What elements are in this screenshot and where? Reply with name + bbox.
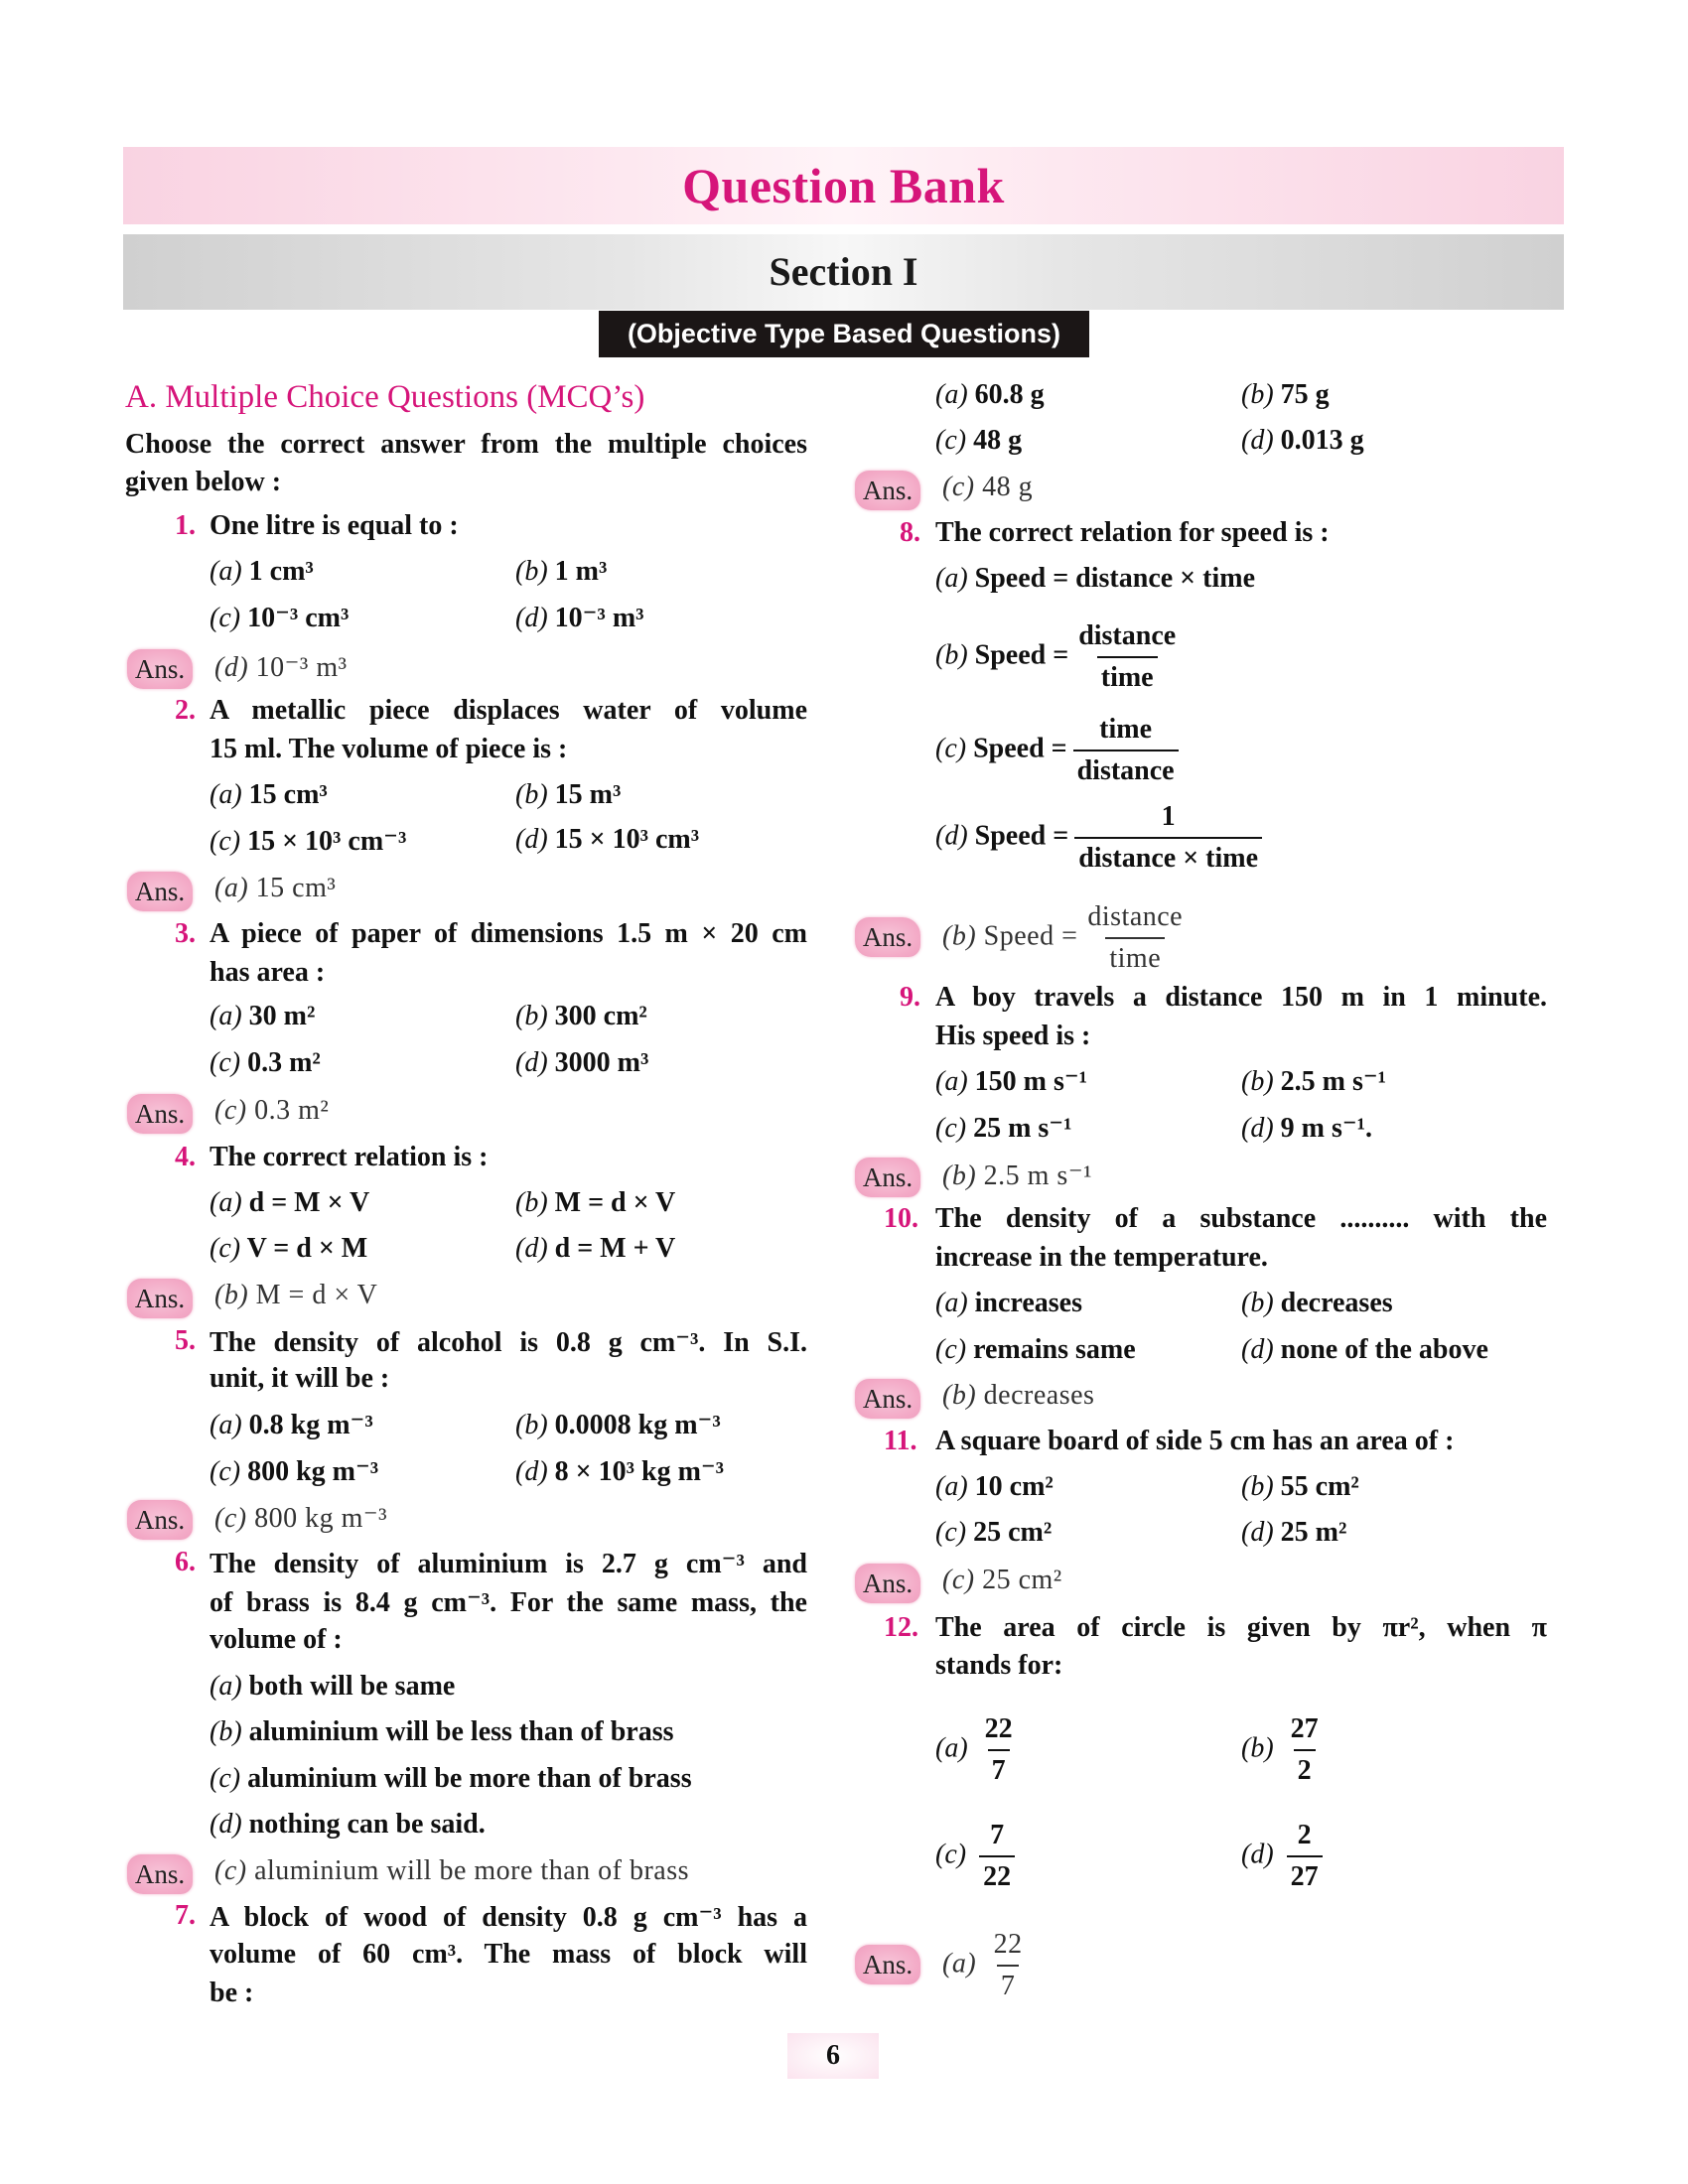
option-letter: (a) — [210, 1671, 242, 1702]
option-letter: (a) — [935, 379, 968, 410]
answer-option[interactable] — [515, 1001, 647, 1032]
option-letter: (d) — [1241, 1113, 1274, 1144]
answer-option[interactable] — [515, 824, 699, 856]
option-letter: (b) — [210, 1716, 242, 1747]
option-letter: (b) — [1241, 1732, 1274, 1764]
option-letter: (b) — [214, 1280, 249, 1310]
fraction-denominator: 27 — [1287, 1855, 1323, 1897]
option-letter: (b) — [1241, 1288, 1274, 1318]
answer-option[interactable] — [935, 563, 1255, 595]
option-text: Speed = distance × time — [974, 563, 1255, 594]
option-text: 2.5 m s⁻¹ — [983, 1160, 1093, 1191]
option-letter: (b) — [942, 1160, 977, 1191]
fraction — [1074, 797, 1262, 879]
answer-option[interactable] — [935, 379, 1045, 411]
option-text: 48 g — [973, 425, 1023, 456]
answer-option[interactable] — [1241, 1471, 1359, 1503]
option-letter: (a) — [210, 1187, 242, 1218]
fraction — [1083, 897, 1187, 979]
answer-option[interactable] — [515, 1047, 648, 1079]
option-letter: (c) — [935, 733, 967, 764]
answer-option[interactable] — [210, 601, 349, 634]
answer-badge: Ans. — [855, 1379, 920, 1419]
option-letter: (c) — [210, 1047, 241, 1078]
fraction — [1287, 1709, 1323, 1791]
answer-text — [942, 1565, 1062, 1596]
fraction-denominator: distance × time — [1074, 837, 1262, 879]
option-letter: (b) — [515, 556, 548, 587]
option-letter: (c) — [214, 1855, 247, 1886]
answer-text — [214, 1280, 377, 1311]
fraction — [990, 1925, 1027, 2006]
question-text-line: One litre is equal to : — [210, 510, 459, 541]
option-text: 15 × 10³ cm³ — [554, 824, 700, 855]
question-text-line: The correct relation for speed is : — [935, 517, 1330, 548]
option-letter: (b) — [515, 1187, 548, 1218]
option-text: 8 × 10³ kg m⁻³ — [554, 1456, 725, 1487]
answer-option[interactable] — [935, 1111, 1071, 1145]
option-text: remains same — [973, 1334, 1136, 1365]
option-text: 0.0008 kg m⁻³ — [554, 1410, 721, 1440]
answer-option[interactable] — [935, 710, 1185, 791]
option-letter: (a) — [935, 1471, 968, 1502]
question-text-line: of brass is 8.4 g cm⁻³. For the same mass, the — [210, 1587, 807, 1618]
answer-option[interactable] — [515, 601, 644, 634]
page-number: 6 — [787, 2033, 879, 2079]
option-letter: (c) — [942, 1565, 975, 1595]
fraction-denominator: 7 — [988, 1749, 1010, 1791]
option-prefix: Speed = — [974, 639, 1069, 671]
option-letter: (a) — [214, 873, 249, 903]
question-number: 6. — [175, 1547, 196, 1577]
fraction-denominator: time — [1105, 937, 1165, 979]
option-text: 10 cm² — [974, 1471, 1054, 1502]
option-letter: (b) — [515, 1001, 548, 1031]
option-letter: (c) — [942, 472, 975, 502]
answer-option[interactable] — [935, 616, 1186, 698]
option-text: nothing can be said. — [248, 1809, 486, 1840]
question-number: 4. — [175, 1142, 196, 1172]
question-text-line: be : — [210, 1978, 254, 2008]
question-text-line: volume of : — [210, 1624, 343, 1655]
option-letter: (d) — [1241, 1839, 1274, 1870]
option-text: 25 m² — [1280, 1517, 1347, 1548]
option-letter: (c) — [935, 425, 967, 456]
option-letter: (a) — [935, 1732, 968, 1764]
answer-text — [214, 1501, 387, 1535]
option-text: 150 m s⁻¹ — [974, 1066, 1088, 1097]
option-text: 25 m s⁻¹ — [973, 1113, 1072, 1144]
fraction-denominator: 2 — [1294, 1749, 1316, 1791]
question-number: 1. — [175, 510, 196, 541]
option-text: 15 × 10³ cm⁻³ — [247, 826, 407, 857]
option-text: 300 cm² — [554, 1001, 647, 1031]
instruction-line-2: given below : — [125, 467, 282, 497]
question-number: 10. — [884, 1203, 918, 1234]
answer-option[interactable] — [1241, 1334, 1488, 1366]
fraction-numerator: distance — [1078, 620, 1177, 651]
question-number: 3. — [175, 918, 196, 949]
option-letter: (b) — [942, 1380, 977, 1411]
question-number: 12. — [884, 1612, 918, 1643]
question-text-line: increase in the temperature. — [935, 1242, 1268, 1273]
option-letter: (d) — [515, 824, 548, 855]
answer-option[interactable] — [1241, 1517, 1346, 1549]
answer-option[interactable] — [210, 1187, 369, 1219]
answer-option[interactable] — [210, 824, 406, 858]
question-text-line: A piece of paper of dimensions 1.5 m × 20 cm — [210, 918, 807, 949]
option-letter: (a) — [210, 779, 242, 810]
option-letter: (c) — [935, 1334, 967, 1365]
answer-text — [214, 1095, 329, 1127]
answer-option[interactable] — [210, 1716, 674, 1748]
fraction — [1074, 616, 1180, 698]
answer-badge: Ans. — [855, 1158, 920, 1197]
answer-option[interactable] — [1241, 1288, 1393, 1319]
answer-option[interactable] — [935, 1816, 1021, 1897]
answer-option[interactable] — [210, 1047, 321, 1079]
fraction-denominator: distance — [1073, 750, 1179, 791]
answer-option[interactable] — [515, 1454, 724, 1488]
answer-option[interactable] — [935, 1288, 1082, 1319]
fraction-numerator: 22 — [984, 1713, 1013, 1744]
option-text: aluminium will be more than of brass — [247, 1763, 692, 1794]
answer-option[interactable] — [935, 1517, 1052, 1549]
answer-option[interactable] — [210, 1809, 486, 1841]
answer-text — [942, 897, 1193, 979]
answer-option[interactable] — [1241, 1064, 1386, 1098]
option-text: 3000 m³ — [554, 1047, 649, 1078]
question-text-line: The density of alcohol is 0.8 g cm⁻³. In S.I. — [210, 1327, 807, 1358]
option-text: 10⁻³ cm³ — [247, 603, 350, 633]
fraction-denominator: 7 — [997, 1965, 1020, 2006]
option-letter: (a) — [210, 1410, 242, 1440]
option-prefix: Speed = — [974, 820, 1069, 852]
option-letter: (c) — [210, 826, 241, 857]
option-text: increases — [974, 1288, 1083, 1318]
option-letter: (b) — [935, 639, 968, 671]
answer-badge: Ans. — [127, 1094, 193, 1134]
fraction-denominator: time — [1097, 656, 1158, 698]
instruction-line-1: Choose the correct answer from the multiple choices — [125, 429, 807, 460]
option-letter: (c) — [210, 1456, 241, 1487]
option-letter: (c) — [210, 603, 241, 633]
option-text: aluminium will be more than of brass — [254, 1855, 689, 1886]
option-text: 75 g — [1280, 379, 1330, 410]
option-text: 9 m s⁻¹. — [1280, 1113, 1373, 1144]
option-letter: (d) — [1241, 1334, 1274, 1365]
option-letter: (b) — [515, 1410, 548, 1440]
option-letter: (d) — [515, 603, 548, 633]
option-letter: (d) — [214, 652, 249, 683]
option-letter: (b) — [1241, 1066, 1274, 1097]
answer-option[interactable] — [935, 1709, 1023, 1791]
fraction-numerator: time — [1099, 714, 1153, 745]
answer-option[interactable] — [210, 1233, 367, 1265]
fraction — [981, 1709, 1017, 1791]
option-letter: (c) — [935, 1839, 967, 1870]
question-number: 5. — [175, 1325, 196, 1356]
answer-option[interactable] — [935, 1064, 1087, 1098]
answer-option[interactable] — [515, 1187, 675, 1219]
answer-option[interactable] — [515, 1233, 675, 1265]
answer-text — [214, 873, 336, 904]
answer-option[interactable] — [515, 779, 621, 811]
title-banner — [123, 147, 1564, 224]
answer-text — [942, 1380, 1094, 1412]
question-text-line: A square board of side 5 cm has an area of : — [935, 1426, 1455, 1456]
fraction-numerator: 22 — [993, 1929, 1023, 1960]
option-prefix: Speed = — [983, 920, 1078, 952]
option-letter: (d) — [935, 820, 968, 852]
option-text: 1 cm³ — [248, 556, 314, 587]
option-letter: (c) — [210, 1233, 241, 1264]
question-number: 9. — [900, 982, 920, 1013]
answer-badge: Ans. — [855, 471, 920, 510]
answer-badge: Ans. — [127, 1279, 193, 1318]
answer-badge: Ans. — [127, 649, 193, 689]
answer-text — [214, 1855, 689, 1887]
option-text: 55 cm² — [1280, 1471, 1359, 1502]
answer-option[interactable] — [210, 1671, 455, 1703]
page-title: Question Bank — [682, 158, 1005, 213]
answer-badge: Ans. — [855, 917, 920, 957]
answer-option[interactable] — [210, 1763, 692, 1795]
option-letter: (a) — [210, 1001, 242, 1031]
answer-option[interactable] — [515, 556, 607, 588]
answer-option[interactable] — [935, 1334, 1136, 1366]
fraction-denominator: 22 — [979, 1855, 1015, 1897]
option-text: both will be same — [248, 1671, 456, 1702]
answer-option[interactable] — [1241, 1816, 1329, 1897]
option-letter: (d) — [1241, 425, 1274, 456]
option-letter: (c) — [935, 1113, 967, 1144]
option-letter: (c) — [214, 1095, 247, 1126]
option-text: V = d × M — [246, 1233, 368, 1264]
answer-option[interactable] — [1241, 379, 1330, 411]
option-letter: (b) — [1241, 1471, 1274, 1502]
option-letter: (b) — [942, 920, 977, 952]
fraction — [1287, 1816, 1323, 1897]
fraction — [1073, 710, 1179, 791]
fraction-numerator: 1 — [1161, 801, 1176, 832]
option-letter: (d) — [515, 1456, 548, 1487]
question-number: 2. — [175, 695, 196, 726]
option-text: d = M × V — [248, 1187, 370, 1218]
answer-option[interactable] — [935, 797, 1268, 879]
option-letter: (a) — [935, 1066, 968, 1097]
option-letter: (a) — [935, 1288, 968, 1318]
option-text: decreases — [1280, 1288, 1393, 1318]
option-text: 1 m³ — [554, 556, 608, 587]
option-text: 0.3 m² — [247, 1047, 321, 1078]
section-subtitle: (Objective Type Based Questions) — [599, 311, 1089, 357]
answer-option[interactable] — [210, 556, 314, 588]
answer-text — [214, 650, 348, 684]
answer-badge: Ans. — [855, 1564, 920, 1603]
option-letter: (c) — [214, 1503, 247, 1534]
option-text: 30 m² — [248, 1001, 316, 1031]
option-text: 10⁻³ m³ — [255, 652, 348, 683]
section-title: Section I — [769, 249, 918, 294]
answer-badge: Ans. — [127, 1500, 193, 1540]
option-text: 0.3 m² — [254, 1095, 330, 1126]
option-letter: (b) — [515, 779, 548, 810]
option-text: 0.8 kg m⁻³ — [248, 1410, 373, 1440]
option-letter: (d) — [515, 1047, 548, 1078]
question-number: 8. — [900, 517, 920, 548]
answer-option[interactable] — [210, 1408, 373, 1441]
option-text: aluminium will be less than of brass — [248, 1716, 674, 1747]
option-letter: (a) — [210, 556, 242, 587]
question-text-line: The density of aluminium is 2.7 g cm⁻³ and — [210, 1549, 807, 1579]
fraction-numerator: distance — [1087, 901, 1184, 932]
answer-option[interactable] — [210, 1454, 378, 1488]
answer-option[interactable] — [1241, 1111, 1372, 1145]
option-text: decreases — [983, 1380, 1095, 1411]
question-text-line: The correct relation is : — [210, 1142, 489, 1172]
option-letter: (d) — [1241, 1517, 1274, 1548]
option-text: 25 cm² — [973, 1517, 1053, 1548]
option-text: M = d × V — [255, 1280, 378, 1310]
answer-text — [942, 1159, 1092, 1192]
option-text: 2.5 m s⁻¹ — [1280, 1066, 1387, 1097]
mcq-heading: A. Multiple Choice Questions (MCQ’s) — [125, 379, 645, 415]
fraction-numerator: 7 — [990, 1820, 1005, 1850]
answer-option[interactable] — [1241, 1709, 1329, 1791]
answer-option[interactable] — [935, 425, 1022, 457]
question-text-line: The area of circle is given by πr², when π — [935, 1612, 1547, 1643]
question-text-line: unit, it will be : — [210, 1363, 390, 1394]
fraction-numerator: 2 — [1297, 1820, 1312, 1850]
answer-text — [942, 1925, 1033, 2006]
answer-badge: Ans. — [127, 1854, 193, 1894]
question-text-line: volume of 60 cm³. The mass of block will — [210, 1939, 807, 1970]
answer-option[interactable] — [210, 779, 328, 811]
answer-text — [942, 472, 1033, 503]
option-text: none of the above — [1280, 1334, 1488, 1365]
answer-option[interactable] — [1241, 425, 1364, 457]
option-prefix: Speed = — [973, 733, 1067, 764]
option-text: 25 cm² — [982, 1565, 1062, 1595]
answer-option[interactable] — [210, 1001, 315, 1032]
question-number: 7. — [175, 1900, 196, 1931]
question-number: 11. — [884, 1426, 917, 1456]
option-letter: (d) — [515, 1233, 548, 1264]
fraction-numerator: 27 — [1290, 1713, 1319, 1744]
option-text: 48 g — [982, 472, 1034, 502]
answer-badge: Ans. — [855, 1945, 920, 1984]
option-text: 10⁻³ m³ — [554, 603, 644, 633]
option-text: 15 cm³ — [248, 779, 328, 810]
question-text-line: A block of wood of density 0.8 g cm⁻³ has a — [210, 1902, 807, 1933]
question-text-line: A metallic piece displaces water of volume — [210, 695, 807, 726]
option-text: M = d × V — [554, 1187, 676, 1218]
option-text: 15 m³ — [554, 779, 622, 810]
option-text: 800 kg m⁻³ — [247, 1456, 379, 1487]
section-banner — [123, 234, 1564, 310]
option-text: 15 cm³ — [255, 873, 337, 903]
question-text-line: has area : — [210, 957, 326, 988]
answer-option[interactable] — [935, 1471, 1054, 1503]
option-letter: (d) — [210, 1809, 242, 1840]
option-letter: (a) — [942, 1948, 977, 1979]
option-text: 60.8 g — [974, 379, 1045, 410]
option-text: 0.013 g — [1280, 425, 1364, 456]
option-text: d = M + V — [554, 1233, 676, 1264]
answer-badge: Ans. — [127, 872, 193, 911]
option-letter: (b) — [1241, 379, 1274, 410]
question-text-line: stands for: — [935, 1650, 1063, 1681]
question-text-line: A boy travels a distance 150 m in 1 minute. — [935, 982, 1547, 1013]
fraction — [979, 1816, 1015, 1897]
question-text-line: The density of a substance .......... with the — [935, 1203, 1547, 1234]
option-letter: (a) — [935, 563, 968, 594]
option-letter: (c) — [935, 1517, 967, 1548]
question-text-line: His speed is : — [935, 1021, 1091, 1051]
question-text-line: 15 ml. The volume of piece is : — [210, 734, 568, 764]
answer-option[interactable] — [515, 1408, 721, 1441]
option-text: 800 kg m⁻³ — [254, 1503, 388, 1534]
option-letter: (c) — [210, 1763, 241, 1794]
